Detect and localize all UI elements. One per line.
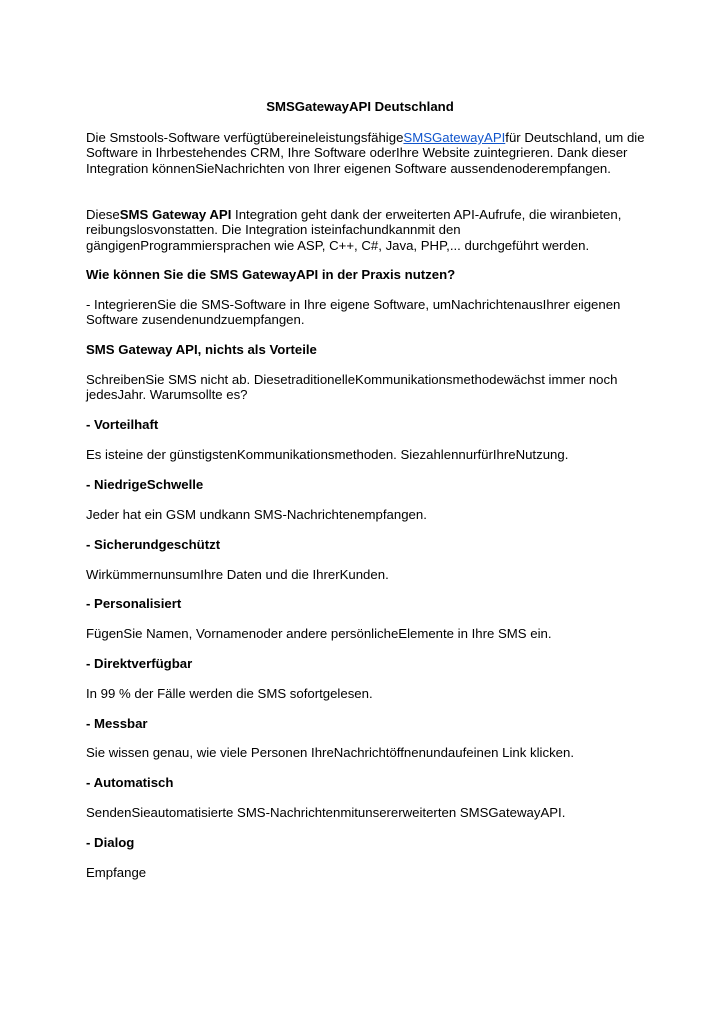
item-text: In 99 % der Fälle werden die SMS sofortgelesen. xyxy=(86,686,373,701)
item-heading: - NiedrigeSchwelle xyxy=(86,477,204,492)
intro-paragraph xyxy=(86,130,646,176)
item-heading: - Direktverfügbar xyxy=(86,656,193,671)
item-text: WirkümmernunsumIhre Daten und die IhrerKunden. xyxy=(86,567,389,582)
item-text: Es isteine der günstigstenKommunikationsmethoden. SiezahlennurfürIhreNutzung. xyxy=(86,447,569,462)
integration-prefix: Diese xyxy=(86,207,120,222)
item-heading: - Dialog xyxy=(86,835,135,850)
practice-paragraph: - IntegrierenSie die SMS-Software in Ihre eigene Software, umNachrichtenausIhrer eigenen Software zusendenundzuempfangen. xyxy=(86,297,621,328)
item-text: FügenSie Namen, Vornamenoder andere persönlicheElemente in Ihre SMS ein. xyxy=(86,626,552,641)
item-heading: - Personalisiert xyxy=(86,596,182,611)
heading-advantages: SMS Gateway API, nichts als Vorteile xyxy=(86,342,317,357)
advantages-intro-paragraph: SchreibenSie SMS nicht ab. DiesetraditionelleKommunikationsmethodewächst immer noch jedesJahr. Warumsollte es? xyxy=(86,372,618,403)
intro-text-before: Die Smstools-Software verfügtübereineleistungsfähige xyxy=(86,130,404,145)
integration-text: Integration geht dank der erweiterten API-Aufrufe, die wiranbieten, reibungslosvonstatten. Die Integration isteinfachundkannmit den gängigenProgrammiersprachen wie ASP, C++, C#, Java, PHP,... durchgeführt werden. xyxy=(86,207,622,253)
sms-gateway-api-link[interactable]: SMSGatewayAPI xyxy=(403,130,506,145)
item-heading: - Messbar xyxy=(86,716,148,731)
item-heading: - Automatisch xyxy=(86,775,174,790)
item-heading: - Vorteilhaft xyxy=(86,417,159,432)
item-text: Sie wissen genau, wie viele Personen IhreNachrichtöffnenundaufeinen Link klicken. xyxy=(86,745,574,760)
item-text: Empfange xyxy=(86,865,147,880)
item-heading: - Sicherundgeschützt xyxy=(86,537,221,552)
item-text: SendenSieautomatisierte SMS-Nachrichtenmitunsererweiterten SMSGatewayAPI. xyxy=(86,805,566,820)
integration-paragraph xyxy=(86,207,646,253)
heading-practice: Wie können Sie die SMS GatewayAPI in der Praxis nutzen? xyxy=(86,267,456,282)
intro-text-after: für Deutschland, um die Software in Ihrbestehendes CRM, Ihre Software oderIhre Website zuintegrieren. Dank dieser Integration könnenSieNachrichten von Ihrer eigenen Software aussendenoderempfangen. xyxy=(86,130,645,176)
item-text: Jeder hat ein GSM undkann SMS-Nachrichtenempfangen. xyxy=(86,507,427,522)
integration-bold-term: SMS Gateway API xyxy=(119,207,232,222)
page-title: SMSGatewayAPI Deutschland xyxy=(266,99,454,114)
